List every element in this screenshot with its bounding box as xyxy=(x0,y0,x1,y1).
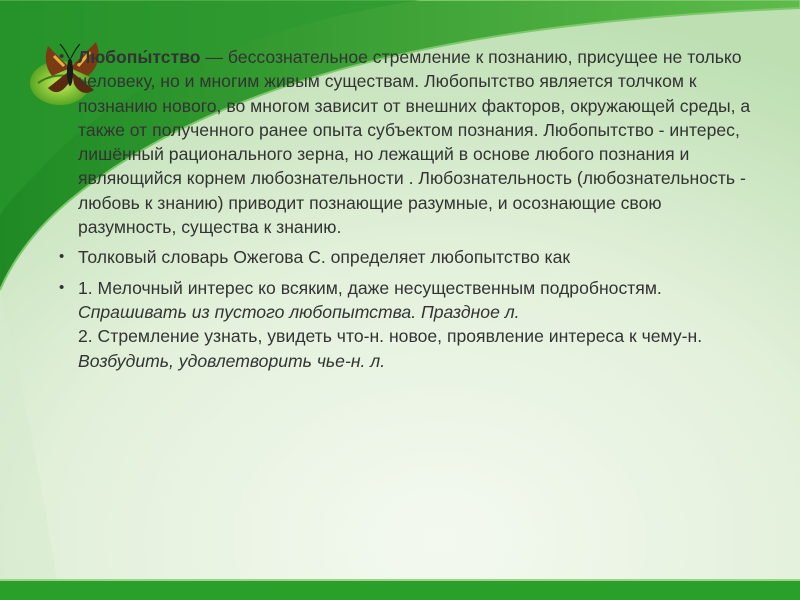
definition-2: 2. Стремление узнать, увидеть что-н. новое, проявление интереса к чему-н. xyxy=(78,326,703,347)
bullet-list xyxy=(58,45,758,373)
definition-1-example: Спрашивать из пустого любопытства. Праздное л. xyxy=(78,301,520,322)
definition-1: 1. Мелочный интерес ко всяким, даже несущественным подробностям. xyxy=(78,277,662,298)
definition-2-example: Возбудить, удовлетворить чье-н. л. xyxy=(78,350,386,371)
list-item xyxy=(58,276,758,373)
bullet-icon: • xyxy=(59,248,65,266)
list-item xyxy=(58,45,758,239)
slide-content xyxy=(58,45,758,379)
dictionary-intro: Толковый словарь Ожегова С. определяет любопытство как xyxy=(78,247,571,268)
list-item xyxy=(58,245,758,269)
term-heading: Любопы́тство xyxy=(78,47,201,67)
definition-text: — бессознательное стремление к познанию, присущее не только человеку, но и многим живым существам. Любопытство является толчком к познанию нового, во многом зависит от внешних факторов, окружающей среды, а также от полученного ранее опыта субъектом познания. Любопытство - интерес, лишённый рационального зерна, но лежащий в основе любого познания и являющийся корнем любознательности . Любознательность (любознательность - любовь к знанию) приводит познающие разумные, и осознающие свою разумность, существа к знанию. xyxy=(78,47,751,238)
bullet-icon: • xyxy=(59,48,65,65)
bottom-bar xyxy=(0,580,800,600)
bullet-icon: • xyxy=(59,278,65,296)
